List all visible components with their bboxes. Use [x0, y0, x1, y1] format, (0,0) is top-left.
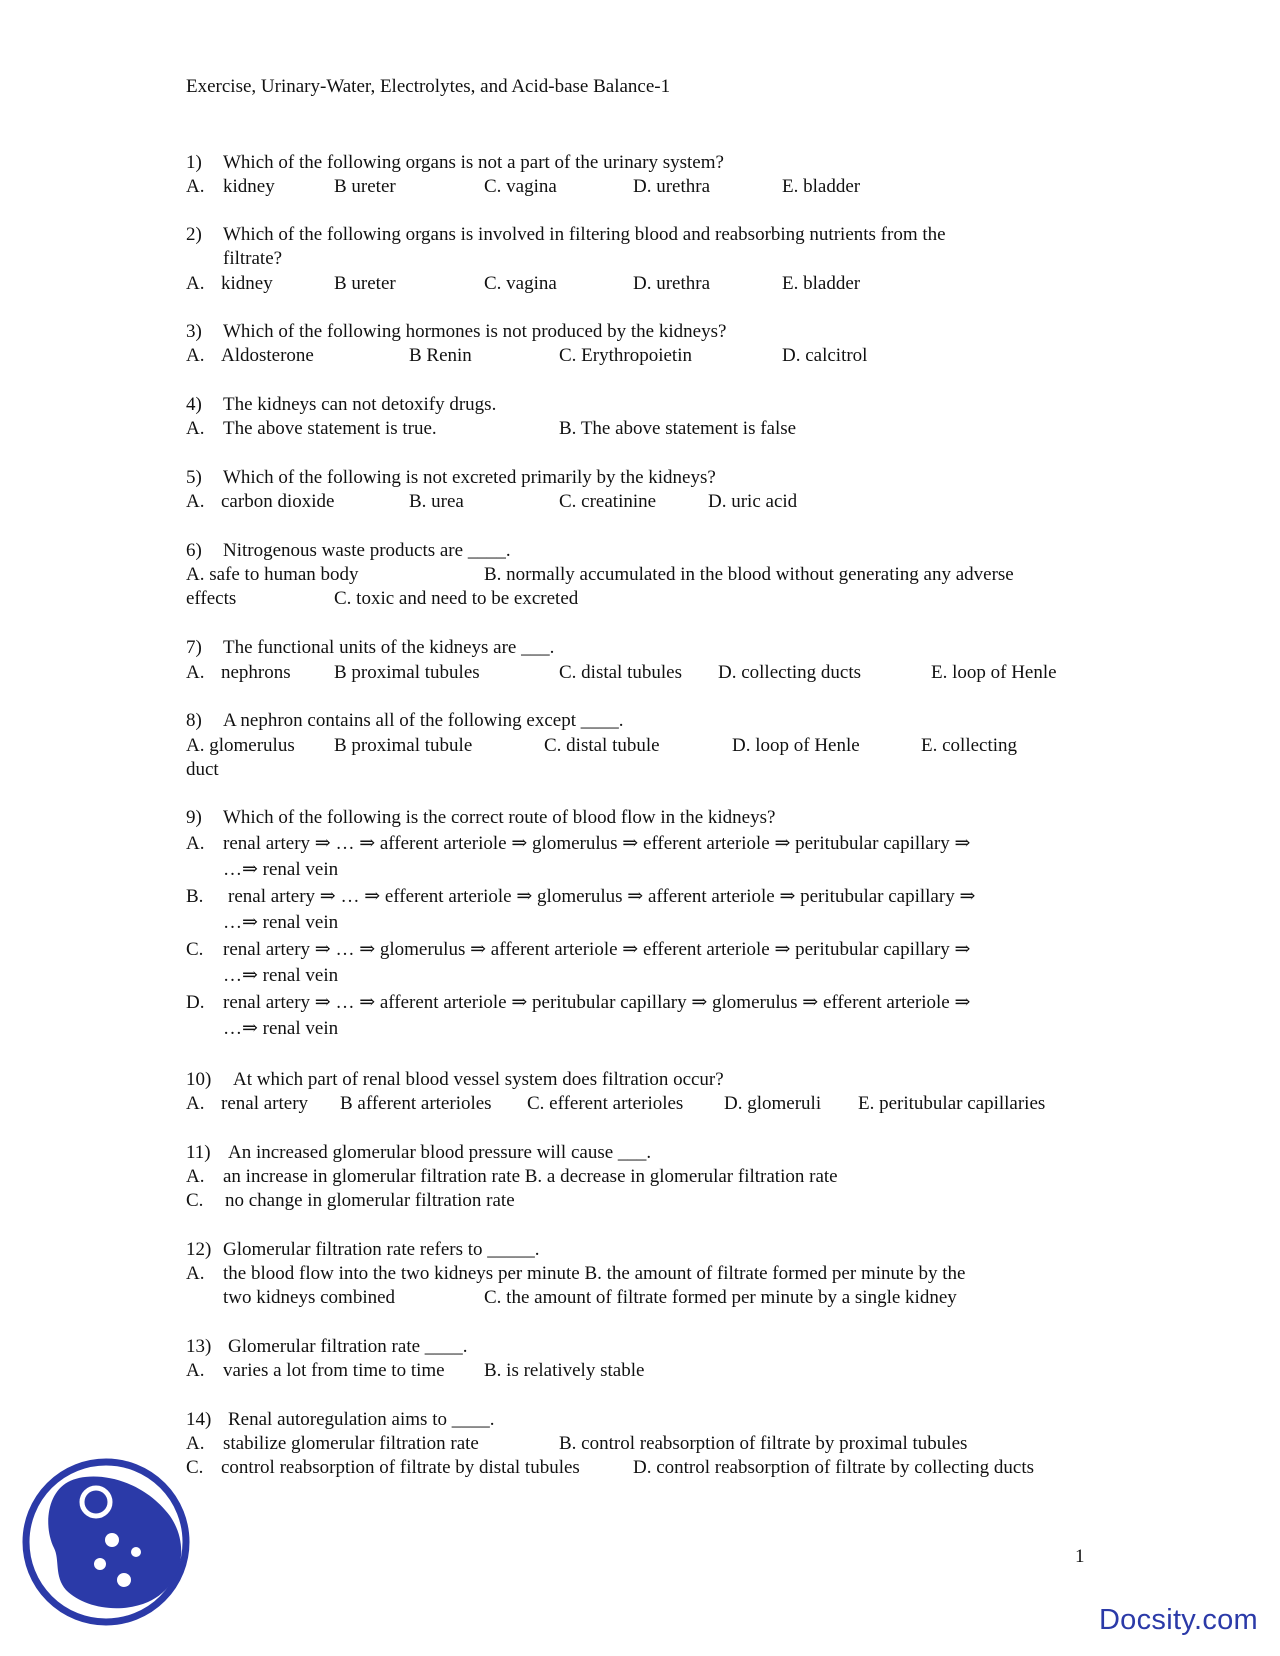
question-text: The functional units of the kidneys are ___. — [223, 637, 555, 658]
option-b-continued: two kidneys combined — [223, 1287, 396, 1308]
option-a: renal artery — [221, 1093, 309, 1114]
option-d: D. urethra — [633, 273, 711, 294]
question-number: 14) — [186, 1409, 212, 1430]
option-e: E. peritubular capillaries — [858, 1093, 1046, 1114]
option-b-continued: …⇒ renal vein — [223, 912, 339, 933]
option-c-label: C. — [186, 1457, 204, 1478]
option-a-label: A. — [186, 833, 205, 854]
option-b: B. control reabsorption of filtrate by proximal tubules — [559, 1433, 968, 1454]
option-a-continued: …⇒ renal vein — [223, 859, 339, 880]
page-number: 1 — [1075, 1546, 1085, 1567]
question-text: Glomerular filtration rate ____. — [228, 1336, 468, 1357]
option-d: D. urethra — [633, 176, 711, 197]
option-c: C. Erythropoietin — [559, 345, 692, 366]
question-number: 7) — [186, 637, 202, 658]
option-e: E. loop of Henle — [931, 662, 1057, 683]
option-b: B. normally accumulated in the blood without generating any adverse — [484, 564, 1014, 585]
option-a-label: A. — [186, 662, 205, 683]
option-d: renal artery ⇒ … ⇒ afferent arteriole ⇒ peritubular capillary ⇒ glomerulus ⇒ efferent arteriole ⇒ — [223, 992, 971, 1013]
question-number: 6) — [186, 540, 202, 561]
question-text: Which of the following hormones is not produced by the kidneys? — [223, 321, 727, 342]
option-b: B afferent arterioles — [340, 1093, 492, 1114]
option-b: B Renin — [409, 345, 472, 366]
option-a-b: the blood flow into the two kidneys per minute B. the amount of filtrate formed per minute by the — [223, 1263, 966, 1284]
option-c: C. distal tubule — [544, 735, 660, 756]
question-number: 9) — [186, 807, 202, 828]
option-c-label: C. — [186, 1190, 204, 1211]
question-text: At which part of renal blood vessel system does filtration occur? — [233, 1069, 724, 1090]
option-c: C. efferent arterioles — [527, 1093, 684, 1114]
option-a: varies a lot from time to time — [223, 1360, 445, 1381]
option-c: C. vagina — [484, 273, 557, 294]
option-e-continued: duct — [186, 759, 219, 780]
option-c: C. toxic and need to be excreted — [334, 588, 579, 609]
question-number: 3) — [186, 321, 202, 342]
option-c: C. the amount of filtrate formed per minute by a single kidney — [484, 1287, 957, 1308]
question-text: The kidneys can not detoxify drugs. — [223, 394, 497, 415]
question-number: 8) — [186, 710, 202, 731]
option-b: B proximal tubules — [334, 662, 480, 683]
option-c-continued: …⇒ renal vein — [223, 965, 339, 986]
question-number: 12) — [186, 1239, 212, 1260]
question-text: Which of the following organs is not a part of the urinary system? — [223, 152, 724, 173]
question-number: 11) — [186, 1142, 211, 1163]
option-c: renal artery ⇒ … ⇒ glomerulus ⇒ afferent arteriole ⇒ efferent arteriole ⇒ peritubular capillary ⇒ — [223, 939, 971, 960]
option-c: control reabsorption of filtrate by distal tubules — [221, 1457, 580, 1478]
option-e: E. bladder — [782, 273, 861, 294]
question-text: A nephron contains all of the following except ____. — [223, 710, 624, 731]
question-number: 2) — [186, 224, 202, 245]
option-b: renal artery ⇒ … ⇒ efferent arteriole ⇒ glomerulus ⇒ afferent arteriole ⇒ peritubular capillary ⇒ — [228, 886, 976, 907]
option-b: B. urea — [409, 491, 464, 512]
question-number: 1) — [186, 152, 202, 173]
option-e: E. bladder — [782, 176, 861, 197]
option-a-label: A. — [186, 273, 205, 294]
question-text: Which of the following organs is involved in filtering blood and reabsorbing nutrients from the — [223, 224, 946, 245]
option-b: B ureter — [334, 176, 396, 197]
option-b: B ureter — [334, 273, 396, 294]
option-a: stabilize glomerular filtration rate — [223, 1433, 479, 1454]
option-a-label: A. — [186, 1166, 205, 1187]
option-a: kidney — [221, 273, 273, 294]
option-d: D. control reabsorption of filtrate by collecting ducts — [633, 1457, 1034, 1478]
option-a-label: A. — [186, 345, 205, 366]
option-b-label: B. — [186, 886, 204, 907]
option-b: B. is relatively stable — [484, 1360, 645, 1381]
option-c: C. vagina — [484, 176, 557, 197]
option-b-continued: effects — [186, 588, 237, 609]
question-text: Nitrogenous waste products are ____. — [223, 540, 511, 561]
question-text: Renal autoregulation aims to ____. — [228, 1409, 495, 1430]
option-c: no change in glomerular filtration rate — [225, 1190, 515, 1211]
page-title: Exercise, Urinary-Water, Electrolytes, and Acid-base Balance-1 — [186, 76, 671, 97]
option-d: D. loop of Henle — [732, 735, 860, 756]
option-d: D. uric acid — [708, 491, 798, 512]
option-d-label: D. — [186, 992, 205, 1013]
docsity-logo-icon[interactable] — [20, 1456, 192, 1628]
question-text: Which of the following is the correct route of blood flow in the kidneys? — [223, 807, 776, 828]
question-number: 5) — [186, 467, 202, 488]
option-a-label: A. — [186, 491, 205, 512]
question-text: Which of the following is not excreted primarily by the kidneys? — [223, 467, 716, 488]
option-a: A. safe to human body — [186, 564, 359, 585]
option-d: D. calcitrol — [782, 345, 868, 366]
option-a: renal artery ⇒ … ⇒ afferent arteriole ⇒ glomerulus ⇒ efferent arteriole ⇒ peritubular capillary ⇒ — [223, 833, 971, 854]
brand-link[interactable]: Docsity.com — [1098, 1604, 1258, 1636]
option-c-label: C. — [186, 939, 204, 960]
option-a: The above statement is true. — [223, 418, 437, 439]
option-a-label: A. — [186, 1093, 205, 1114]
option-a-label: A. — [186, 418, 205, 439]
option-a: nephrons — [221, 662, 291, 683]
question-number: 4) — [186, 394, 202, 415]
question-text-continued: filtrate? — [223, 248, 283, 269]
option-d: D. glomeruli — [724, 1093, 822, 1114]
option-c: C. creatinine — [559, 491, 657, 512]
option-a: carbon dioxide — [221, 491, 335, 512]
question-text: An increased glomerular blood pressure will cause ___. — [228, 1142, 652, 1163]
question-text: Glomerular filtration rate refers to _____. — [223, 1239, 540, 1260]
option-a-label: A. — [186, 1433, 205, 1454]
option-a: kidney — [223, 176, 275, 197]
option-a: A. glomerulus — [186, 735, 295, 756]
question-number: 10) — [186, 1069, 212, 1090]
option-a-label: A. — [186, 1360, 205, 1381]
option-b: B. The above statement is false — [559, 418, 797, 439]
option-a-label: A. — [186, 176, 205, 197]
option-a: Aldosterone — [221, 345, 314, 366]
option-c: C. distal tubules — [559, 662, 682, 683]
option-a-b: an increase in glomerular filtration rate B. a decrease in glomerular filtration rate — [223, 1166, 838, 1187]
option-e: E. collecting — [921, 735, 1018, 756]
option-d-continued: …⇒ renal vein — [223, 1018, 339, 1039]
option-b: B proximal tubule — [334, 735, 473, 756]
question-number: 13) — [186, 1336, 212, 1357]
option-d: D. collecting ducts — [718, 662, 861, 683]
option-a-label: A. — [186, 1263, 205, 1284]
